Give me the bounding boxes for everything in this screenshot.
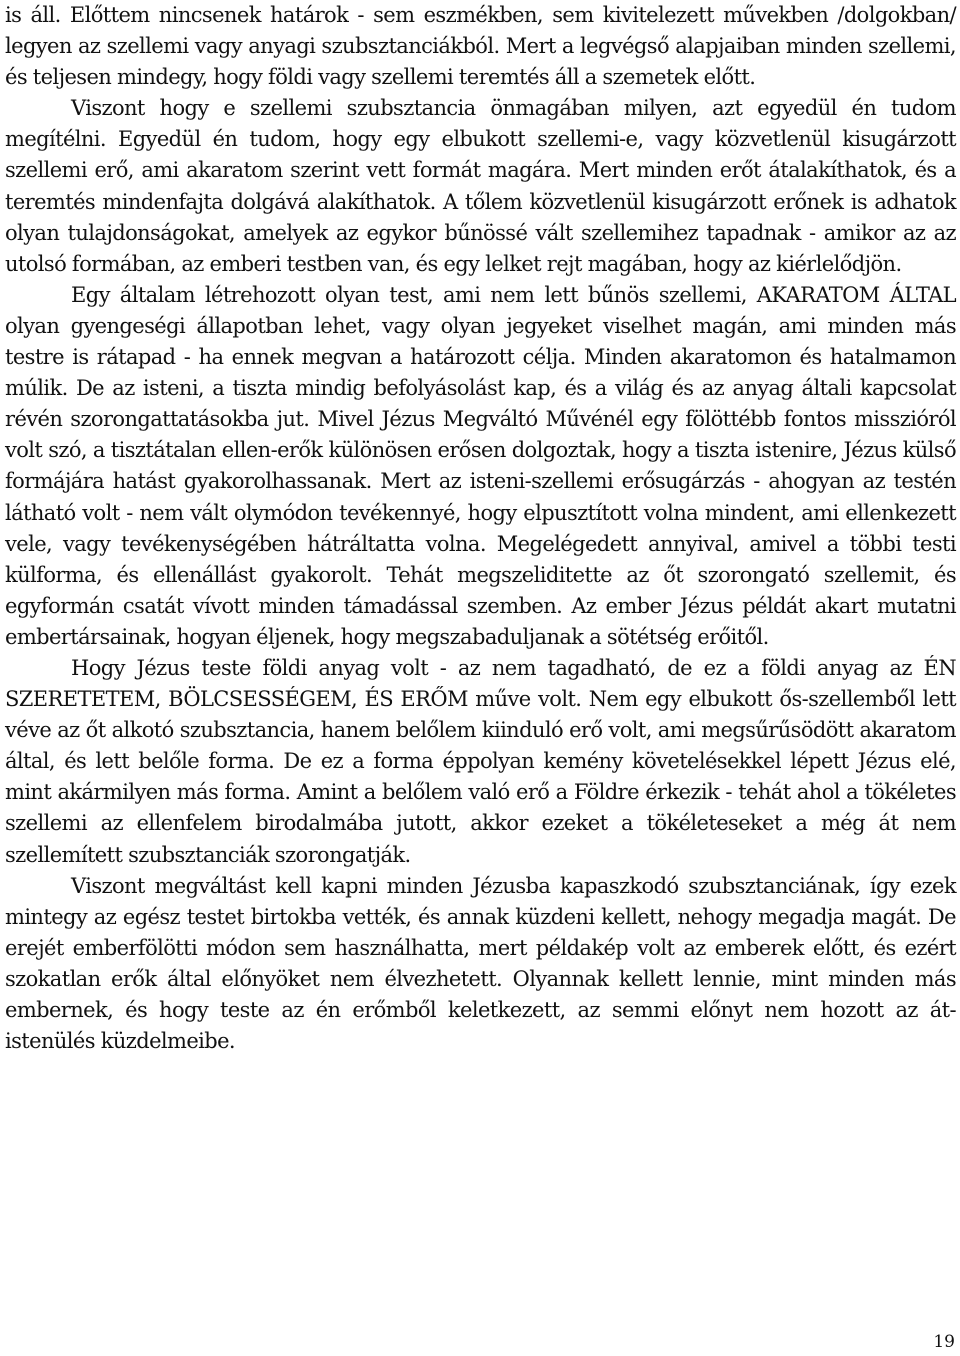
page-number: 19	[933, 1332, 955, 1352]
paragraph-4: Hogy Jézus teste földi anyag volt - az nem tagadható, de ez a földi anyag az ÉN SZERETETEM, BÖLCSESSÉGEM, ÉS ERŐM műve volt. Nem egy elbukott ős-szellemből lett véve az őt alkotó szubsztancia, hanem belőlem kiinduló erő volt, ami megsűrűsödött akaratom által, és lett belőle forma. De ez a forma éppolyan kemény követelésekkel lépett Jézus elé, mint akármilyen más forma. Amint a belőlem való erő a Földre érkezik - tehát ahol a tökéletes szellemi az ellenfelem birodalmába jutott, akkor ezeket a tökéleteseket a még át nem szellemített szubsztanciák szorongatják.	[5, 655, 956, 867]
body-text	[5, 0, 956, 1057]
paragraph-3: Egy általam létrehozott olyan test, ami nem lett bűnös szellemi, AKARATOM ÁLTAL olyan gyengeségi állapotban lehet, vagy olyan jegyeket viselhet magán, ami minden más testre is rátapad - ha ennek megvan a határozott célja. Minden akaratomon és hatalmamon múlik. De az isteni, a tiszta mindig befolyásolást kap, és a világ és az anyag általi kapcsolat révén szorongattatásokba jut. Mivel Jézus Megváltó Művénél egy fölöttébb fontos misszióról volt szó, a tisztátalan ellen-erők különösen erősen dolgoztak, hogy a tiszta istenire, Jézus külső formájára hatást gyakorolhassanak. Mert az isteni-szellemi erősugárzás - ahogyan az testén látható volt - nem vált olymódon tevékennyé, hogy elpusztított volna mindent, ami ellenkezett vele, vagy tevékenységében hátráltatta volna. Megelégedett annyival, amivel a többi testi külforma, és ellenállást gyakorolt. Tehát megszeliditette az őt szorongató szellemit, és egyformán csatát vívott minden támadással szemben. Az ember Jézus példát akart mutatni embertársainak, hogyan éljenek, hogy megszabaduljanak a sötétség erőitől.	[5, 282, 956, 649]
paragraph-5: Viszont megváltást kell kapni minden Jézusba kapaszkodó szubsztanciának, így ezek mintegy az egész testet birtokba vették, és annak küzdeni kellett, nehogy megadja magát. De erejét emberfölötti módon sem használhatta, mert példakép volt az emberek előtt, és ezért szokatlan erők által előnyöket nem élvezhetett. Olyannak kellett lennie, mint minden más embernek, és hogy teste az én erőmből keletkezett, az semmi előnyt nem hozott az át-istenülés küzdelmeibe.	[5, 873, 956, 1054]
paragraph-1: is áll. Előttem nincsenek határok - sem eszmékben, sem kivitelezett művekben /dolgokban/ legyen az szellemi vagy anyagi szubsztanciákból. Mert a legvégső alapjaiban minden szellemi, és teljesen mindegy, hogy földi vagy szellemi teremtés áll a szemetek előtt.	[5, 3, 956, 90]
paragraph-2: Viszont hogy e szellemi szubsztancia önmagában milyen, azt egyedül én tudom megítélni. Egyedül én tudom, hogy egy elbukott szellemi-e, vagy közvetlenül kisugárzott szellemi erő, ami akaratom szerint vett formát magára. Mert minden erőt átalakíthatok, és a teremtés mindenfajta dolgává alakíthatok. A tőlem közvetlenül kisugárzott erőnek is adhatok olyan tulajdonságokat, amelyek az egykor bűnössé vált szellemihez tapadnak - amikor az az utolsó formában, az emberi testben van, és egy lelket rejt magában, hogy az kiérlelődjön.	[5, 96, 956, 276]
